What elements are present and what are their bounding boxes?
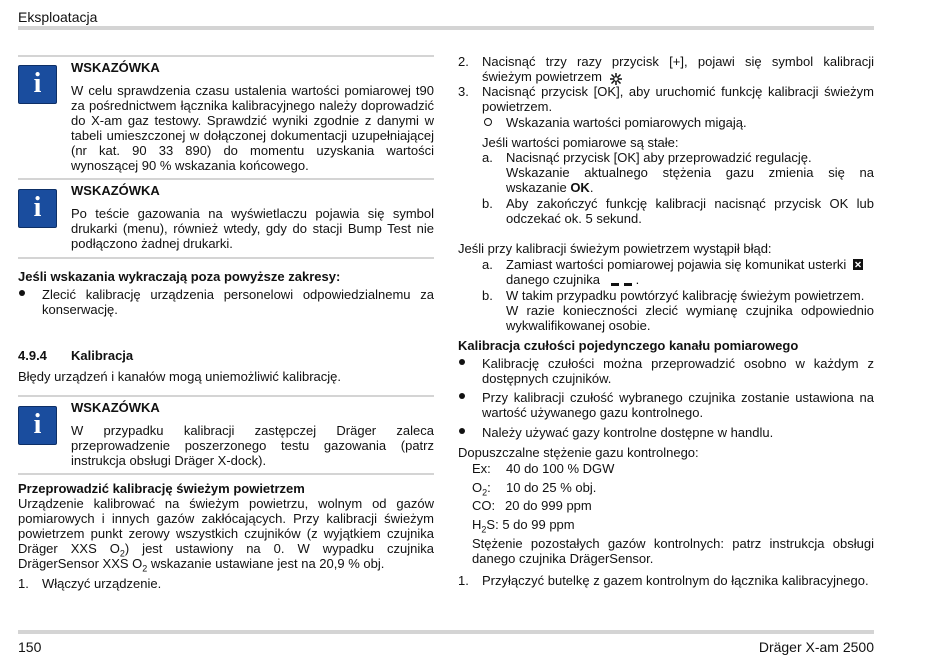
header-rule (18, 26, 874, 30)
fresh-air-text-1: Urządzenie kalibrować na świeżym powietrzu, wolnym od gazów pomiarowych i innych gazów zakłócających. Przy kalibracji świeżym powietrzem punkt zerowy wszystkich czujników (z wyjątkiem czujnika Dräger XXS O (18, 496, 434, 556)
product-name: Dräger X-am 2500 (758, 639, 874, 655)
error-a-line1-text: Zamiast wartości pomiarowej pojawia się komunikat usterki (506, 257, 847, 272)
error-b-line2: W razie konieczności zlecić wymianę czujnika odpowiednio (506, 303, 874, 318)
range-heading: Jeśli wskazania wykraczają poza powyższe zakresy: (18, 269, 341, 284)
stable-b-label: b. (482, 196, 493, 211)
hint1-top-rule (18, 55, 434, 57)
stable-a-line1: Nacisnąć przycisk [OK] aby przeprowadzić regulację. (506, 150, 812, 165)
step2-line1: Nacisnąć trzy razy przycisk [+], pojawi się symbol kalibracji (482, 54, 874, 69)
period: . (589, 180, 594, 195)
step2-number: 2. (458, 54, 469, 69)
error-a-line2 (506, 272, 639, 287)
gas-name: H (472, 517, 482, 532)
error-a-line1 (506, 257, 863, 272)
gas-subscript: 2 (482, 487, 488, 498)
channel-bullet-2: Przy kalibracji czułość wybranego czujnika zostanie ustawiona na wartość używanego gazu kontrolnego. (482, 390, 874, 420)
fault-icon (853, 259, 863, 270)
gas-suffix: : (487, 480, 491, 495)
hint3-bottom-rule (18, 473, 434, 475)
gas-range: 40 do 100 % DGW (506, 461, 615, 476)
final-step-text: Przyłączyć butelkę z gazem kontrolnym do łącznika kalibracyjnego. (482, 573, 869, 588)
stable-a-line3-text: wskazanie (506, 180, 571, 195)
gas-suffix: S: (486, 517, 499, 532)
channel-bullet-1: Kalibrację czułości można przeprowadzić osobno w każdym z dostępnych czujników. (482, 356, 874, 386)
gas-range: 20 do 999 ppm (505, 498, 592, 513)
gas-row-co (472, 498, 495, 513)
step2-line2-text: świeżym powietrzem (482, 69, 602, 84)
stable-a-label: a. (482, 150, 493, 165)
channel-heading: Kalibracja czułości pojedynczego kanału pomiarowego (458, 338, 799, 353)
section-title: Kalibracja (71, 348, 134, 363)
step1-number: 1. (18, 576, 29, 591)
ok-emphasis: OK (570, 180, 590, 195)
stable-a-line2: Wskazanie aktualnego stężenia gazu zmienia się na (506, 165, 874, 180)
fresh-air-text-2: ) jest ustawiony na 0. W wypadku czujnika DrägerSensor XXS O (18, 541, 434, 571)
step3-line1: Nacisnąć przycisk [OK], aby uruchomić funkcję kalibracji świeżym (482, 84, 874, 99)
gas-range: 10 do 25 % obj. (506, 480, 597, 495)
fresh-air-paragraph (18, 496, 434, 574)
info-icon: i (18, 65, 57, 104)
concentration-intro: Dopuszczalne stężenie gazu kontrolnego: (458, 445, 699, 460)
hint1-title: WSKAZÓWKA (71, 60, 160, 75)
hint2-text: Po teście gazowania na wyświetlaczu pojawia się symbol drukarki (menu), również wtedy, gdy do stacji Bump Test nie podłączono żadnej drukarki. (71, 206, 434, 251)
error-b-line1: W takim przypadku powtórzyć kalibrację świeżym powietrzem. (506, 288, 865, 303)
hint2-bottom-rule (18, 257, 434, 259)
error-intro: Jeśli przy kalibracji świeżym powietrzem wystąpił błąd: (458, 241, 772, 256)
period: . (635, 272, 640, 287)
page-number: 150 (18, 639, 42, 655)
bullet-dot (459, 359, 465, 365)
gas-range: 5 do 99 ppm (502, 517, 575, 532)
hint3-title: WSKAZÓWKA (71, 400, 160, 415)
fresh-air-heading: Przeprowadzić kalibrację świeżym powietrzem (18, 481, 305, 496)
stable-b-line1: Aby zakończyć funkcję kalibracji nacisnąć przycisk OK lub (506, 196, 874, 211)
error-b-line3: wykwalifikowanej osobie. (506, 318, 651, 333)
error-a-label: a. (482, 257, 493, 272)
stable-intro: Jeśli wartości pomiarowe są stałe: (482, 135, 679, 150)
gas-name: Ex: (472, 461, 491, 476)
info-icon: i (18, 189, 57, 228)
error-a-line2-text: danego czujnika (506, 272, 600, 287)
step3-number: 3. (458, 84, 469, 99)
final-step-number: 1. (458, 573, 469, 588)
bullet-dot (19, 290, 25, 296)
gas-row-o2 (472, 480, 491, 498)
range-bullet-text: Zlecić kalibrację urządzenia personelowi odpowiedzialnemu za konserwację. (42, 287, 434, 317)
hint3-text: W przypadku kalibracji zastępczej Dräger zaleca przeprowadzenie poszerzonego testu gazowania (patrz instrukcja obsługi Dräger X-dock). (71, 423, 434, 468)
dash-display-icon (608, 277, 636, 287)
step3-result: Wskazania wartości pomiarowych migają. (506, 115, 747, 130)
gas-name: CO: (472, 498, 496, 513)
hint2-title: WSKAZÓWKA (71, 183, 160, 198)
error-b-label: b. (482, 288, 493, 303)
step3-line2: powietrzem. (482, 99, 553, 114)
subscript-2: 2 (142, 563, 148, 574)
footer-rule (18, 630, 874, 634)
info-icon: i (18, 406, 57, 445)
section-number: 4.9.4 (18, 348, 47, 363)
subscript-2: 2 (119, 548, 125, 559)
fresh-air-text-3: wskazanie ustawiane jest na 20,9 % obj. (147, 556, 385, 571)
hint1-text: W celu sprawdzenia czasu ustalenia wartości pomiarowej t90 za pośrednictwem łącznika kalibracyjnego należy doprowadzić do X-am gaz testowy. Sprawdzić wyniki zgodnie z danymi w tabeli umieszczonej w dołączonej dokumentacji uzupełniającej (nr kat. 90 33 890) do momentu uzyskania wartości wynoszącej 90 % wskazania końcowego. (71, 83, 434, 173)
hint3-top-rule (18, 395, 434, 397)
bullet-dot (459, 393, 465, 399)
result-circle-icon (484, 118, 492, 126)
stable-b-line2: odczekać ok. 5 sekund. (506, 211, 642, 226)
gas-row-ex (472, 461, 491, 476)
section-intro: Błędy urządzeń i kanałów mogą uniemożliwić kalibrację. (18, 369, 341, 384)
gas-name: O (472, 480, 483, 495)
running-header: Eksploatacja (18, 9, 98, 25)
gas-row-h2s (472, 517, 575, 535)
channel-bullet-3: Należy używać gazy kontrolne dostępne w handlu. (482, 425, 774, 440)
other-gas-note: Stężenie pozostałych gazów kontrolnych: patrz instrukcja obsługi danego czujnika DrägerSensor. (472, 536, 874, 566)
hint2-top-rule (18, 178, 434, 180)
stable-a-line3 (506, 180, 593, 195)
step1-text: Włączyć urządzenie. (42, 576, 162, 591)
gas-subscript: 2 (481, 524, 487, 535)
bullet-dot (459, 428, 465, 434)
